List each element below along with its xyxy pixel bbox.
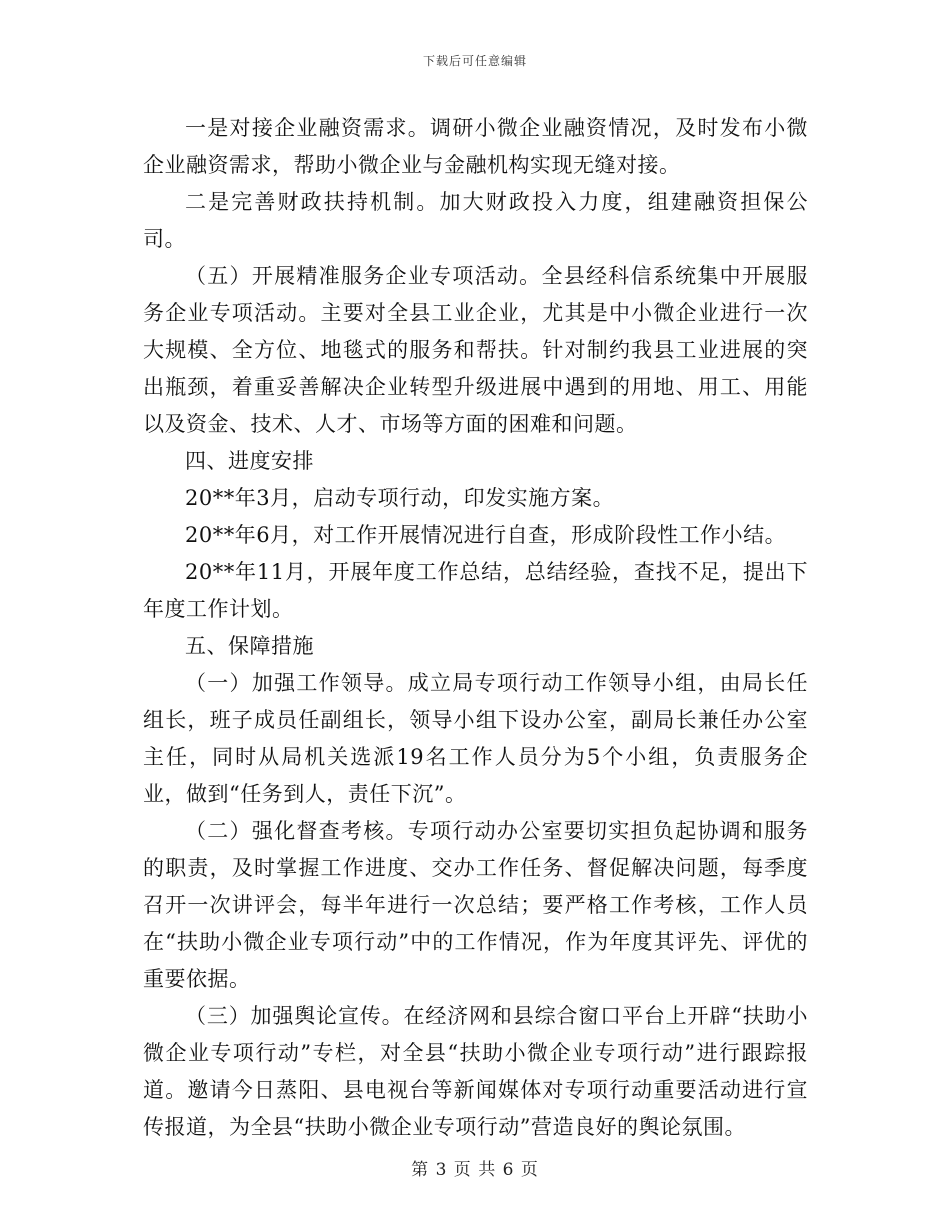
schedule-item-june: 20**年6月，对工作开展情况进行自查，形成阶段性工作小结。 — [185, 523, 787, 547]
section-heading-safeguards: 五、保障措施 — [185, 634, 314, 658]
paragraph-fiscal-support: 二是完善财政扶持机制。加大财政投入力度，组建融资担保公司。 — [143, 190, 808, 251]
page-header: 下载后可任意编辑 — [422, 54, 527, 68]
schedule-item-march: 20**年3月，启动专项行动，印发实施方案。 — [185, 486, 615, 510]
paragraph-financing-demand: 一是对接企业融资需求。调研小微企业融资情况，及时发布小微企业融资需求，帮助小微企业与金融机构实现无缝对接。 — [143, 116, 808, 177]
page-number: 第 3 页 共 6 页 — [411, 1160, 539, 1180]
schedule-item-november: 20**年11月，开展年度工作总结，总结经验，查找不足，提出下年度工作计划。 — [143, 560, 808, 621]
document-body — [143, 110, 808, 1146]
paragraph-supervision: （二）强化督查考核。专项行动办公室要切实担负起协调和服务的职责，及时掌握工作进度、交办工作任务、督促解决问题，每季度召开一次讲评会，每半年进行一次总结；要严格工作考核，工作人员在“扶助小微企业专项行动”中的工作情况，作为年度其评先、评优的重要依据。 — [143, 819, 808, 991]
paragraph-publicity: （三）加强舆论宣传。在经济网和县综合窗口平台上开辟“扶助小微企业专项行动”专栏，对全县“扶助小微企业专项行动”进行跟踪报道。邀请今日蒸阳、县电视台等新闻媒体对专项行动重要活动进行宣传报道，为全县“扶助小微企业专项行动”营造良好的舆论氛围。 — [143, 1004, 808, 1139]
section-heading-schedule: 四、进度安排 — [185, 449, 314, 473]
paragraph-leadership: （一）加强工作领导。成立局专项行动工作领导小组，由局长任组长，班子成员任副组长，领导小组下设办公室，副局长兼任办公室主任，同时从局机关选派19名工作人员分为5个小组，负责服务企业，做到“任务到人，责任下沉”。 — [143, 671, 808, 806]
paragraph-precision-service: （五）开展精准服务企业专项活动。全县经科信系统集中开展服务企业专项活动。主要对全县工业企业，尤其是中小微企业进行一次大规模、全方位、地毯式的服务和帮扶。针对制约我县工业进展的突出瓶颈，着重妥善解决企业转型升级进展中遇到的用地、用工、用能以及资金、技术、人才、市场等方面的困难和问题。 — [143, 264, 808, 436]
